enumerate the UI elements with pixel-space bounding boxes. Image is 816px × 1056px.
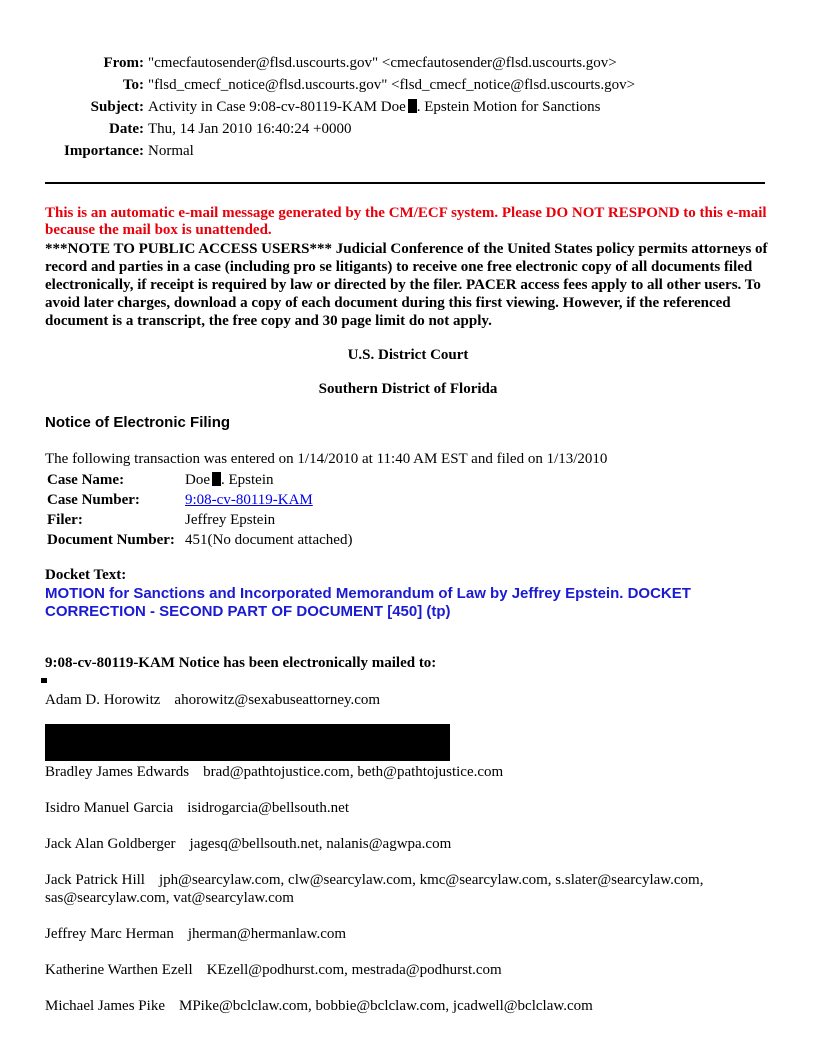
recipient-item — [45, 871, 775, 907]
recipient-name: Jack Alan Goldberger — [45, 836, 176, 852]
auto-message-warning: This is an automatic e-mail message generated by the CM/ECF system. Please DO NOT RESPOND to this e-mail because the mail box is unattended. — [45, 205, 767, 238]
importance-row — [0, 140, 816, 162]
recipient-item — [45, 799, 775, 817]
recipient-name: Michael James Pike — [45, 998, 165, 1014]
email-header — [0, 52, 816, 162]
case-name-end: . Epstein — [221, 472, 274, 488]
case-number-link[interactable]: 9:08-cv-80119-KAM — [185, 492, 313, 508]
case-name-row — [45, 470, 354, 490]
importance-label: Importance: — [64, 143, 144, 159]
recipient-emails: jagesq@bellsouth.net, nalanis@agwpa.com — [189, 836, 452, 852]
document-number-row — [45, 530, 354, 550]
recipient-item — [45, 961, 775, 979]
transaction-line: The following transaction was entered on 1/14/2010 at 11:40 AM EST and filed on 1/13/2010 — [45, 451, 608, 467]
from-label: From: — [103, 55, 144, 71]
recipient-item — [45, 997, 775, 1015]
subject-text-end: . Epstein Motion for Sanctions — [416, 99, 601, 115]
recipient-name: Adam D. Horowitz — [45, 692, 161, 708]
importance-value: Normal — [148, 143, 194, 159]
case-info-table — [45, 470, 354, 550]
subject-text-start: Activity in Case 9:08-cv-80119-KAM Doe — [148, 99, 406, 115]
to-value: "flsd_cmecf_notice@flsd.uscourts.gov" <flsd_cmecf_notice@flsd.uscourts.gov> — [148, 77, 636, 93]
case-number-label: Case Number: — [47, 492, 140, 508]
filer-row — [45, 510, 354, 530]
case-name-start: Doe — [185, 472, 210, 488]
recipient-name: Katherine Warthen Ezell — [45, 962, 193, 978]
filer-value: Jeffrey Epstein — [185, 512, 276, 528]
recipient-item — [45, 691, 775, 709]
recipient-item — [45, 763, 775, 781]
recipient-name: Bradley James Edwards — [45, 764, 190, 780]
recipient-name: Jack Patrick Hill — [45, 872, 145, 888]
header-divider — [45, 182, 765, 184]
docket-text: MOTION for Sanctions and Incorporated Memorandum of Law by Jeffrey Epstein. DOCKET CORRECTION - SECOND PART OF DOCUMENT [450] (tp) — [45, 585, 691, 620]
nef-title: Notice of Electronic Filing — [45, 414, 231, 431]
case-name-label: Case Name: — [47, 472, 125, 488]
subject-row — [0, 96, 816, 118]
redaction-mark — [408, 99, 417, 113]
from-value: "cmecfautosender@flsd.uscourts.gov" <cmecfautosender@flsd.uscourts.gov> — [148, 55, 617, 71]
recipient-emails: MPike@bclclaw.com, bobbie@bclclaw.com, jcadwell@bclclaw.com — [178, 998, 593, 1014]
redaction-block — [45, 724, 450, 761]
to-row — [0, 74, 816, 96]
recipient-item — [45, 925, 775, 943]
district-name: Southern District of Florida — [318, 381, 498, 397]
recipient-emails: brad@pathtojustice.com, beth@pathtojustice.com — [203, 764, 504, 780]
recipient-emails: ahorowitz@sexabuseattorney.com — [174, 692, 381, 708]
recipient-emails: jph@searcylaw.com, clw@searcylaw.com, kmc@searcylaw.com, s.slater@searcylaw.com, sas@searcylaw.com, vat@searcylaw.com — [45, 872, 704, 906]
date-label: Date: — [109, 121, 144, 137]
document-number-label: Document Number: — [47, 532, 175, 548]
subject-label: Subject: — [90, 99, 144, 115]
case-number-cell — [183, 490, 354, 510]
recipient-emails: jherman@hermanlaw.com — [187, 926, 347, 942]
recipient-name: Jeffrey Marc Herman — [45, 926, 174, 942]
subject-value — [148, 96, 600, 118]
public-access-note: ***NOTE TO PUBLIC ACCESS USERS*** Judicial Conference of the United States policy permits attorneys of record and parties in a case (including pro se litigants) to receive one free electronic copy of all documents filed electronically, if receipt is required by law or directed by the filer. PACER access fees apply to all other users. To avoid later charges, download a copy of each document during this first viewing. However, if the referenced document is a transcript, the free copy and 30 page limit do not apply. — [45, 241, 768, 329]
filer-label: Filer: — [47, 512, 83, 528]
redaction-mark — [41, 678, 47, 683]
mailed-to-label: 9:08-cv-80119-KAM Notice has been electronically mailed to: — [45, 655, 437, 671]
docket-text-label: Docket Text: — [45, 567, 127, 583]
recipient-item — [45, 835, 775, 853]
case-number-row — [45, 490, 354, 510]
date-value: Thu, 14 Jan 2010 16:40:24 +0000 — [148, 121, 352, 137]
recipient-emails: KEzell@podhurst.com, mestrada@podhurst.com — [206, 962, 502, 978]
from-row — [0, 52, 816, 74]
document-number-value: 451(No document attached) — [185, 532, 353, 548]
date-row — [0, 118, 816, 140]
recipient-emails: isidrogarcia@bellsouth.net — [187, 800, 349, 816]
recipient-name: Isidro Manuel Garcia — [45, 800, 174, 816]
to-label: To: — [122, 77, 144, 93]
court-name: U.S. District Court — [347, 347, 469, 363]
case-name-value — [183, 470, 354, 490]
redaction-mark — [212, 472, 221, 486]
